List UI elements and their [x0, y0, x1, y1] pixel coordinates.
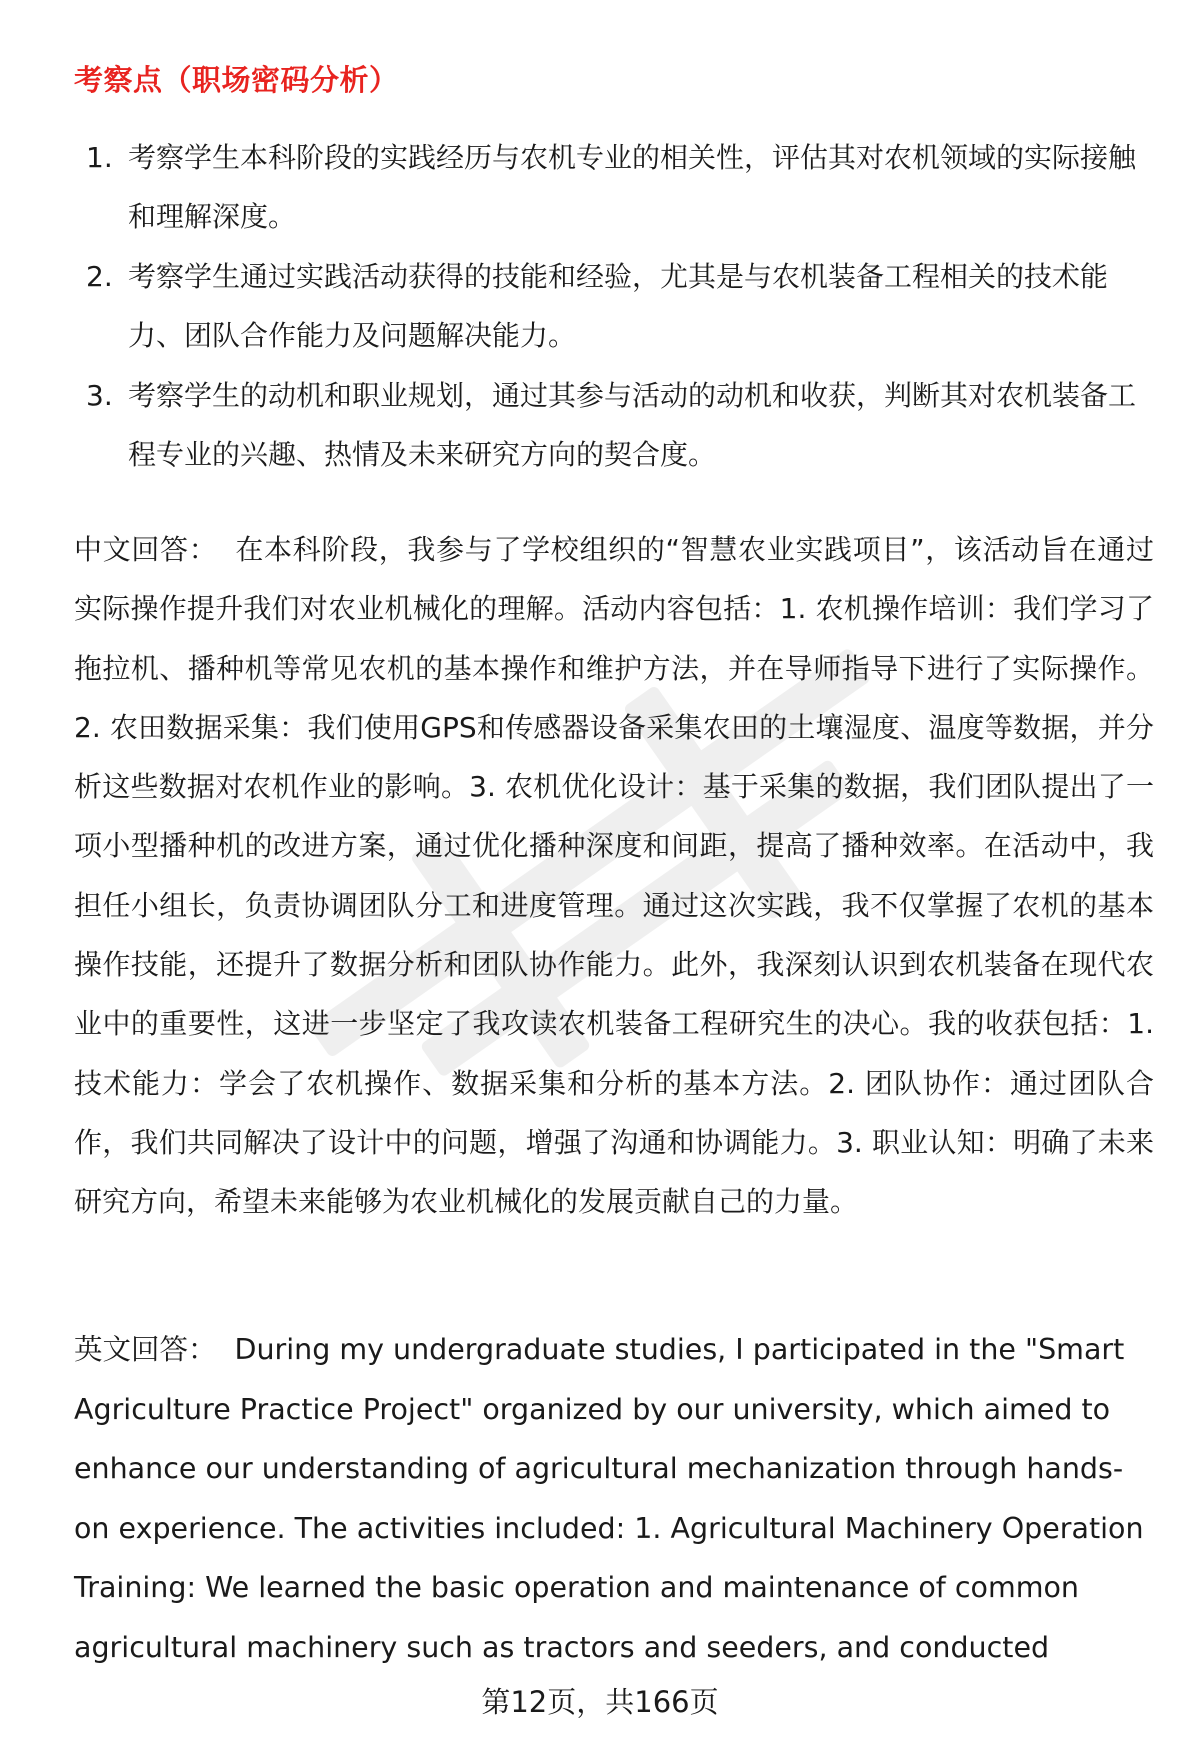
- page-number-footer: 第12页，共166页: [481, 1685, 719, 1719]
- list-item-text: 考察学生的动机和职业规划，通过其参与活动的动机和收获，判断其对农机装备工程专业的兴趣、热情及未来研究方向的契合度。: [128, 379, 1137, 471]
- list-item-text: 考察学生本科阶段的实践经历与农机专业的相关性，评估其对农机领域的实际接触和理解深度。: [128, 141, 1137, 233]
- list-item: [74, 366, 1154, 484]
- section-title: 考察点（职场密码分析）: [74, 63, 399, 97]
- english-answer-paragraph: [74, 1320, 1154, 1677]
- list-item-number: 1.: [86, 141, 113, 174]
- list-item-number: 2.: [86, 260, 113, 293]
- english-answer-text: During my undergraduate studies, I participated in the "Smart Agriculture Practice Project" organized by our university, which aimed to enhance our understanding of agricultural mechanization through hands-on experience. The activities included: 1. Agricultural Machinery Operation Training: We learned the basic operation and maintenance of common agricultural machinery such as tractors and seeders, and conducted: [74, 1333, 1144, 1664]
- list-item: [74, 128, 1154, 246]
- list-item-number: 3.: [86, 379, 113, 412]
- evaluation-points-list: [74, 128, 1154, 485]
- english-answer-label: 英文回答：: [74, 1333, 217, 1366]
- chinese-answer-paragraph: [74, 520, 1154, 1232]
- chinese-answer-text: 在本科阶段，我参与了学校组织的“智慧农业实践项目”，该活动旨在通过实际操作提升我们对农业机械化的理解。活动内容包括：1. 农机操作培训：我们学习了拖拉机、播种机等常见农机的基本操作和维护方法，并在导师指导下进行了实际操作。2. 农田数据采集：我们使用GPS和传感器设备采集农田的土壤湿度、温度等数据，并分析这些数据对农机作业的影响。3. 农机优化设计：基于采集的数据，我们团队提出了一项小型播种机的改进方案，通过优化播种深度和间距，提高了播种效率。在活动中，我担任小组长，负责协调团队分工和进度管理。通过这次实践，我不仅掌握了农机的基本操作技能，还提升了数据分析和团队协作能力。此外，我深刻认识到农机装备在现代农业中的重要性，这进一步坚定了我攻读农机装备工程研究生的决心。我的收获包括：1. 技术能力：学会了农机操作、数据采集和分析的基本方法。2. 团队协作：通过团队合作，我们共同解决了设计中的问题，增强了沟通和协调能力。3. 职业认知：明确了未来研究方向，希望未来能够为农业机械化的发展贡献自己的力量。: [74, 533, 1154, 1219]
- chinese-answer-label: 中文回答：: [74, 533, 218, 566]
- list-item-text: 考察学生通过实践活动获得的技能和经验，尤其是与农机装备工程相关的技术能力、团队合作能力及问题解决能力。: [128, 260, 1109, 352]
- list-item: [74, 247, 1154, 365]
